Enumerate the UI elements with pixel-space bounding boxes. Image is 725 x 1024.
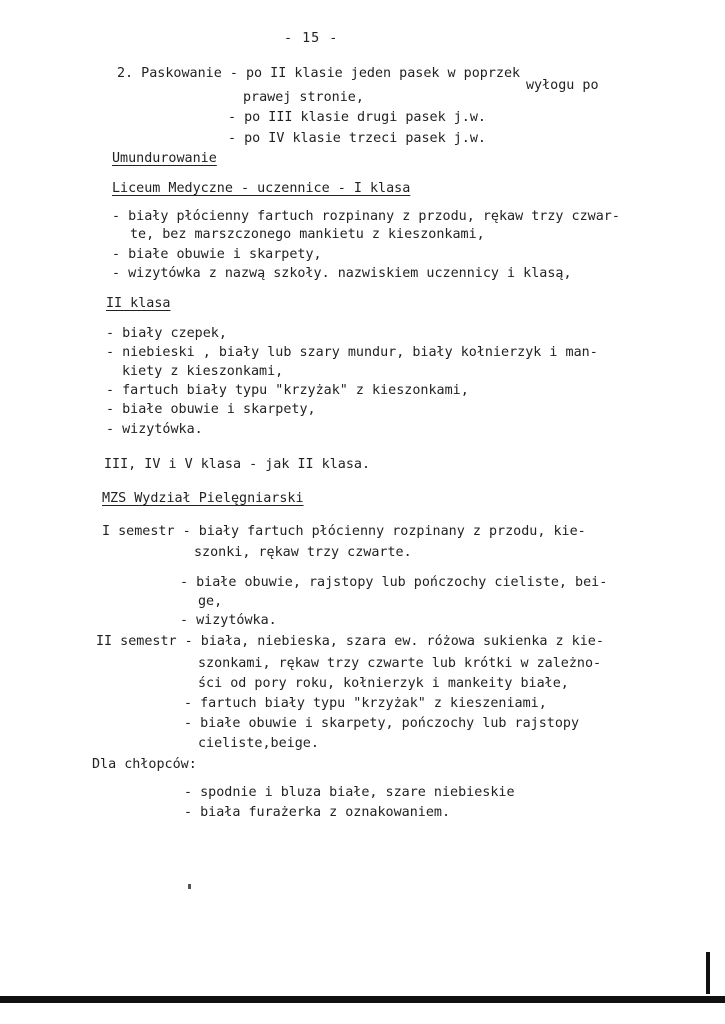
text-line: te, bez marszczonego mankietu z kieszonkami, [130,227,485,242]
text-line: - wizytówka z nazwą szkoły. nazwiskiem uczennicy i klasą, [112,266,572,281]
text-line: - niebieski , biały lub szary mundur, biały kołnierzyk i man- [106,345,598,360]
section-heading: Liceum Medyczne - uczennice - I klasa [112,181,411,196]
text-line: - wizytówka. [180,613,277,628]
text-line: I semestr - biały fartuch płócienny rozpinany z przodu, kie- [102,524,586,539]
text-line: prawej stronie, [243,90,364,105]
section-heading: II klasa [106,296,171,311]
page-number: - 15 - [284,31,339,46]
text-line: - białe obuwie, rajstopy lub pończochy cieliste, bei- [180,575,608,590]
text-line: - biała furażerka z oznakowaniem. [184,805,451,820]
text-line: szonki, rękaw trzy czwarte. [194,545,412,560]
text-line: - biały czepek, [106,326,227,341]
text-line: - biały płócienny fartuch rozpinany z przodu, rękaw trzy czwar- [112,209,620,224]
scan-edge-bar [0,996,725,1003]
umundurowanie-heading: Umundurowanie [112,151,217,166]
klasy-3-5-line: III, IV i V klasa - jak II klasa. [104,457,371,472]
text-line: - fartuch biały typu "krzyżak" z kieszeniami, [184,696,547,711]
text-line: 2. Paskowanie - po II klasie jeden pasek w poprzek [117,66,521,81]
text-line: - białe obuwie i skarpety, pończochy lub rajstopy [184,716,580,731]
section-heading: Dla chłopców: [92,757,197,772]
section-heading: MZS Wydział Pielęgniarski [102,491,304,506]
text-line: wyłogu po [526,78,599,93]
text-line: - spodnie i bluza białe, szare niebieskie [184,785,515,800]
text-line: - białe obuwie i skarpety, [112,247,322,262]
text-line: ści od pory roku, kołnierzyk i mankeity białe, [198,676,569,691]
text-line: kiety z kieszonkami, [122,364,284,379]
text-line: szonkami, rękaw trzy czwarte lub krótki w zależno- [198,656,602,671]
text-line: cieliste,beige. [198,736,319,751]
text-line: II semestr - biała, niebieska, szara ew. różowa sukienka z kie- [96,634,604,649]
scan-speck [188,884,191,889]
text-line: - po IV klasie trzeci pasek j.w. [228,131,486,146]
text-line: - po III klasie drugi pasek j.w. [228,110,486,125]
scan-edge-mark [706,952,710,994]
text-line: - białe obuwie i skarpety, [106,402,316,417]
text-line: ge, [198,594,223,609]
text-line: - wizytówka. [106,422,203,437]
text-line: - fartuch biały typu "krzyżak" z kieszonkami, [106,383,469,398]
